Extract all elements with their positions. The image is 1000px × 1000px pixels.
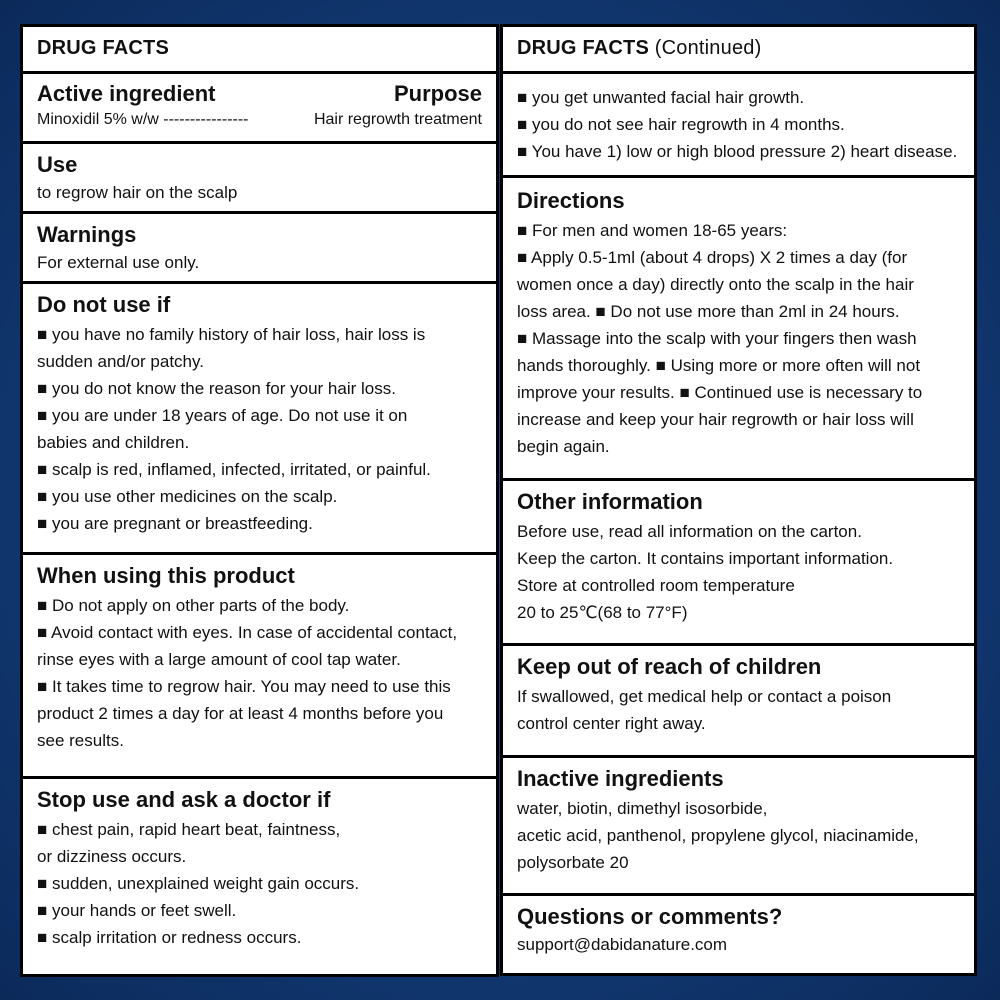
keep-out-of-reach-line: If swallowed, get medical help or contact a poison [517, 687, 892, 706]
directions-line: ■ Apply 0.5-1ml (about 4 drops) X 2 times a day (for [517, 248, 908, 267]
directions-line: increase and keep your hair regrowth or hair loss will [517, 410, 914, 429]
questions-section [503, 896, 974, 973]
inactive-ingredients-line: water, biotin, dimethyl isosorbide, [517, 799, 768, 818]
warnings-section [23, 214, 496, 284]
purpose-text: Hair regrowth treatment [313, 111, 482, 128]
stop-use-line: ■ scalp irritation or redness occurs. [37, 928, 302, 947]
other-information-heading: Other information [517, 489, 703, 514]
do-not-use-line: ■ you are pregnant or breastfeeding. [37, 514, 313, 533]
other-information-line: Before use, read all information on the carton. [517, 522, 862, 541]
drug-facts-continued-header [503, 27, 974, 74]
active-ingredient-section [23, 74, 496, 144]
continued-label: (Continued) [649, 37, 762, 59]
stop-use-continued-section [503, 74, 974, 178]
do-not-use-section [23, 284, 496, 555]
inactive-ingredients-heading: Inactive ingredients [517, 766, 724, 791]
when-using-line: ■ Do not apply on other parts of the body. [37, 596, 350, 615]
directions-section [503, 178, 974, 481]
stop-use-line: ■ you get unwanted facial hair growth. [517, 88, 805, 107]
directions-line: women once a day) directly onto the scalp in the hair [517, 275, 914, 294]
keep-out-of-reach-section [503, 646, 974, 758]
active-ingredient-heading: Active ingredient [37, 81, 216, 106]
stop-use-line: ■ your hands or feet swell. [37, 901, 237, 920]
keep-out-of-reach-line: control center right away. [517, 714, 706, 733]
stop-use-line: ■ You have 1) low or high blood pressure 2) heart disease. [517, 142, 958, 161]
directions-line: begin again. [517, 437, 610, 456]
use-text: to regrow hair on the scalp [37, 183, 238, 202]
drug-facts-right-panel [500, 24, 977, 976]
directions-line: loss area. ■ Do not use more than 2ml in 24 hours. [517, 302, 900, 321]
use-heading: Use [37, 152, 78, 177]
when-using-heading: When using this product [37, 563, 295, 588]
drug-facts-title: DRUG FACTS [517, 37, 649, 59]
stop-use-section [23, 779, 496, 974]
when-using-line: ■ It takes time to regrow hair. You may need to use this [37, 677, 451, 696]
stop-use-line: ■ you do not see hair regrowth in 4 months. [517, 115, 845, 134]
other-information-section [503, 481, 974, 646]
do-not-use-heading: Do not use if [37, 292, 171, 317]
do-not-use-line: sudden and/or patchy. [37, 352, 204, 371]
do-not-use-line: ■ you are under 18 years of age. Do not use it on [37, 406, 408, 425]
inactive-ingredients-line: polysorbate 20 [517, 853, 629, 872]
warnings-text: For external use only. [37, 253, 200, 272]
do-not-use-line: ■ scalp is red, inflamed, infected, irritated, or painful. [37, 460, 431, 479]
stop-use-line: or dizziness occurs. [37, 847, 187, 866]
do-not-use-line: babies and children. [37, 433, 190, 452]
directions-heading: Directions [517, 188, 625, 213]
active-ingredient-name: Minoxidil 5% w/w ---------------- [37, 111, 249, 128]
when-using-line: see results. [37, 731, 124, 750]
other-information-line: Store at controlled room temperature [517, 576, 795, 595]
directions-line: ■ For men and women 18-65 years: [517, 221, 788, 240]
keep-out-of-reach-heading: Keep out of reach of children [517, 654, 822, 679]
directions-line: hands thoroughly. ■ Using more or more often will not [517, 356, 921, 375]
when-using-line: rinse eyes with a large amount of cool tap water. [37, 650, 401, 669]
do-not-use-line: ■ you have no family history of hair loss, hair loss is [37, 325, 426, 344]
drug-facts-title: DRUG FACTS [37, 37, 169, 59]
stop-use-line: ■ chest pain, rapid heart beat, faintness, [37, 820, 341, 839]
support-email: support@dabidanature.com [517, 935, 728, 954]
stop-use-heading: Stop use and ask a doctor if [37, 787, 331, 812]
directions-line: improve your results. ■ Continued use is necessary to [517, 383, 923, 402]
drug-facts-header [23, 27, 496, 74]
other-information-line: Keep the carton. It contains important information. [517, 549, 894, 568]
inactive-ingredients-section [503, 758, 974, 896]
inactive-ingredients-line: acetic acid, panthenol, propylene glycol, niacinamide, [517, 826, 919, 845]
do-not-use-line: ■ you use other medicines on the scalp. [37, 487, 338, 506]
drug-facts-left-panel [20, 24, 499, 977]
questions-heading: Questions or comments? [517, 904, 783, 929]
use-section [23, 144, 496, 214]
when-using-line: ■ Avoid contact with eyes. In case of accidental contact, [37, 623, 458, 642]
when-using-line: product 2 times a day for at least 4 months before you [37, 704, 444, 723]
warnings-heading: Warnings [37, 222, 137, 247]
purpose-heading: Purpose [393, 81, 482, 106]
other-information-line: 20 to 25℃(68 to 77°F) [517, 603, 688, 622]
when-using-section [23, 555, 496, 779]
stop-use-line: ■ sudden, unexplained weight gain occurs. [37, 874, 360, 893]
directions-line: ■ Massage into the scalp with your fingers then wash [517, 329, 917, 348]
do-not-use-line: ■ you do not know the reason for your hair loss. [37, 379, 396, 398]
